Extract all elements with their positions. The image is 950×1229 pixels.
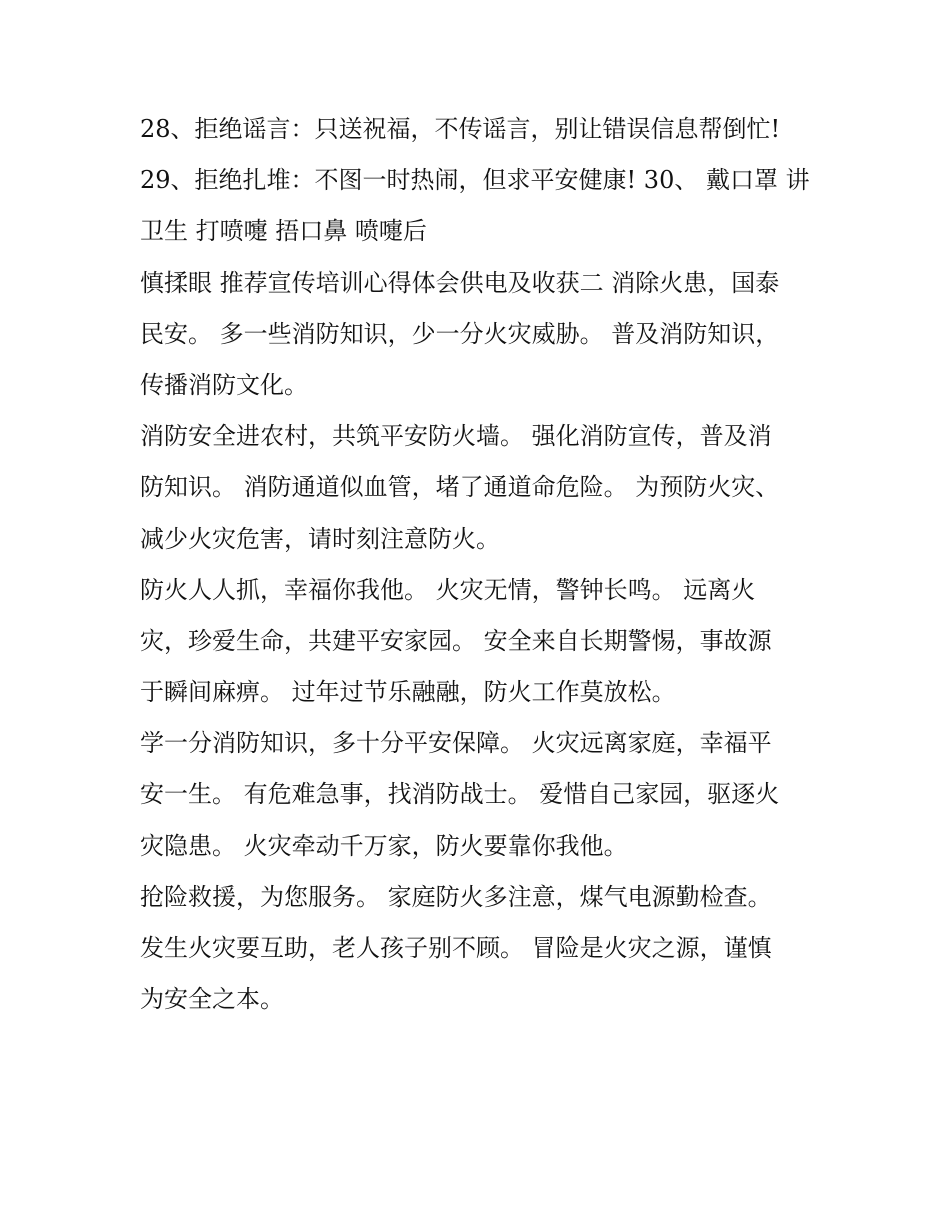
text-line: 安一生。 有危难急事，找消防战士。 爱惜自己家园，驱逐火 — [140, 780, 780, 809]
text-line: 学一分消防知识，多十分平安保障。 火灾远离家庭，幸福平 — [140, 729, 772, 758]
text-line: 发生火灾要互助，老人孩子别不顾。 冒险是火灾之源，谨慎 — [140, 934, 772, 962]
text-line: 卫生 打喷嚏 捂口鼻 喷嚏后 — [140, 217, 427, 246]
text-line: 灾隐患。 火灾牵动千万家，防火要靠你我他。 — [140, 831, 628, 860]
text-line: 防火人人抓，幸福你我他。 火灾无情，警钟长鸣。 远离火 — [140, 575, 756, 604]
text-line: 防知识。 消防通道似血管，堵了通道命危险。 为预防火灾、 — [140, 473, 780, 502]
text-line: 消防安全进农村，共筑平安防火墙。 强化消防宣传，普及消 — [140, 422, 772, 451]
document-body — [140, 104, 815, 1025]
text-line: 28、拒绝谣言：只送祝福，不传谣言，别让错误信息帮倒忙! — [140, 115, 781, 143]
text-line: 于瞬间麻痹。 过年过节乐融融，防火工作莫放松。 — [140, 678, 676, 707]
text-line: 民安。 多一些消防知识，少一分火灾威胁。 普及消防知识， — [140, 319, 780, 348]
text-line: 传播消防文化。 — [140, 370, 308, 399]
text-line: 29、拒绝扎堆：不图一时热闹，但求平安健康! 30、 戴口罩 讲 — [140, 166, 810, 195]
text-line: 灾，珍爱生命，共建平安家园。 安全来自长期警惕，事故源 — [140, 626, 772, 655]
text-line: 慎揉眼 推荐宣传培训心得体会供电及收获二 消除火患，国泰 — [140, 268, 780, 297]
text-line: 抢险救援，为您服务。 家庭防火多注意，煤气电源勤检查。 — [140, 882, 772, 911]
text-line: 为安全之本。 — [140, 985, 284, 1014]
text-line: 减少火灾危害，请时刻注意防火。 — [140, 524, 500, 553]
